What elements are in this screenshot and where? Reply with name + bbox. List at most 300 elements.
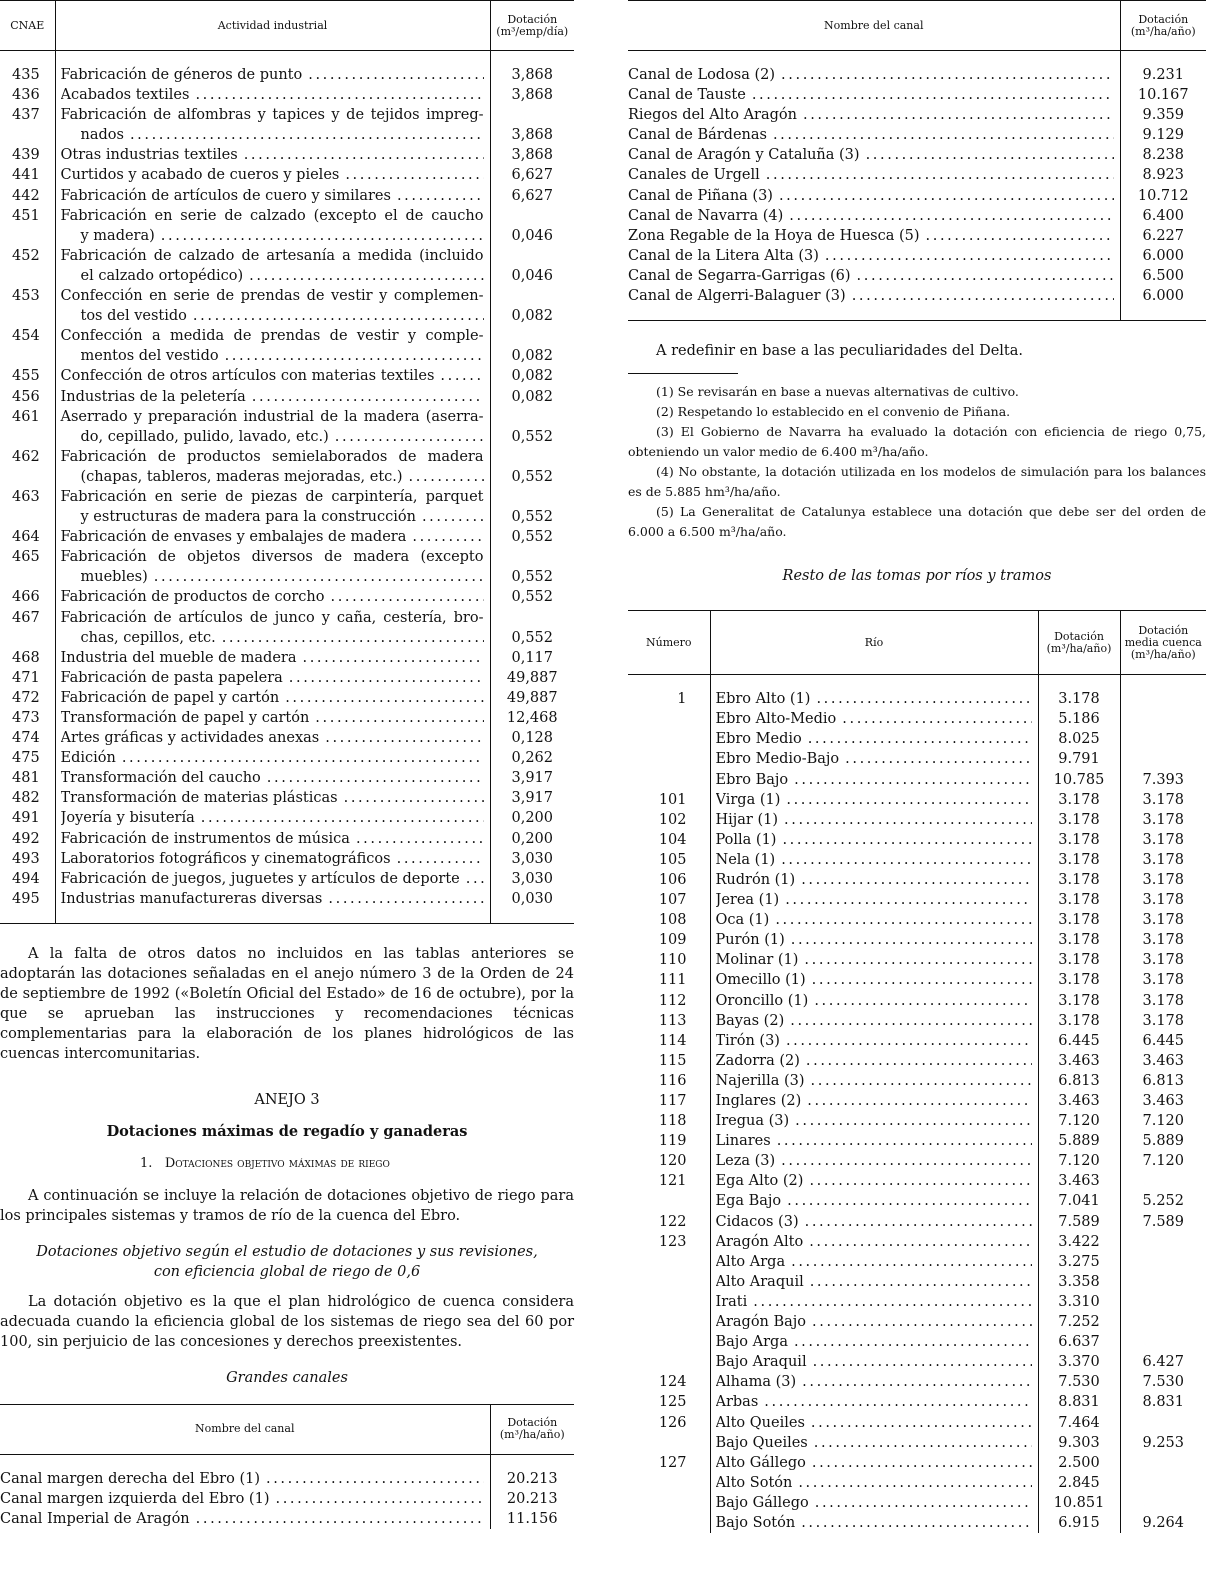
dot-leader — [315, 708, 483, 728]
activity-cell — [55, 206, 490, 246]
label-text: Canal margen derecha del Ebro (1) — [0, 1470, 260, 1487]
dotted-label — [61, 306, 484, 326]
dotted-label — [61, 346, 484, 366]
rio-dotacion-media: 8.831 — [1120, 1392, 1206, 1412]
label-text: Zona Regable de la Hoya de Huesca (5) — [628, 227, 920, 244]
dotacion-value: 0,046 — [490, 246, 574, 286]
activity-cell — [55, 608, 490, 648]
dotacion-value: 0,128 — [490, 728, 574, 748]
rio-number — [628, 1292, 710, 1312]
footnotes — [628, 382, 1206, 542]
activity-cell — [55, 688, 490, 708]
table-row — [628, 145, 1206, 165]
activity-line: Fabricación de productos semielaborados de madera — [60, 448, 484, 465]
table-row — [628, 1272, 1206, 1292]
canal-dotacion: 6.000 — [1120, 286, 1206, 306]
activity-cell — [55, 748, 490, 768]
rio-dotacion-media — [1120, 1473, 1206, 1493]
rio-number — [628, 1513, 710, 1533]
rio-name-cell — [710, 749, 1038, 769]
label-text: Ega Alto (2) — [715, 1173, 804, 1190]
label-text: el calzado ortopédico) — [80, 267, 244, 284]
rio-number: 114 — [658, 1032, 687, 1049]
dotted-label — [716, 970, 1032, 990]
label-text: Leza (3) — [715, 1153, 776, 1170]
rio-dotacion: 3.178 — [1038, 790, 1120, 810]
table-row — [628, 226, 1206, 246]
activity-line: Confección en serie de prendas de vestir y complemen- — [60, 288, 484, 305]
rio-name-cell — [710, 729, 1038, 749]
cnae-code: 494 — [12, 870, 40, 887]
dot-leader — [791, 1252, 1031, 1272]
spacer-row — [628, 51, 1206, 66]
label-text: Alhama (3) — [715, 1374, 797, 1391]
label-text: Canales de Urgell — [628, 167, 760, 184]
rio-number: 126 — [658, 1414, 687, 1431]
table-row — [628, 1392, 1206, 1412]
dotted-label — [716, 709, 1032, 729]
table-row — [628, 930, 1206, 950]
table-row — [628, 790, 1206, 810]
dotted-label — [61, 467, 484, 487]
table-row — [628, 1091, 1206, 1111]
cnae-header-activity: Actividad industrial — [55, 1, 490, 51]
dot-leader — [266, 1469, 484, 1489]
table-row — [0, 849, 574, 869]
label-text: Curtidos y acabado de cueros y pieles — [60, 167, 340, 184]
dot-leader — [244, 145, 484, 165]
label-text: Alto Arga — [715, 1253, 786, 1270]
dot-leader — [285, 688, 483, 708]
dotted-label — [716, 1352, 1032, 1372]
cnae-code: 442 — [12, 187, 40, 204]
label-text: Alto Sotón — [715, 1474, 793, 1491]
dotted-label — [716, 1111, 1032, 1131]
rio-dotacion-media: 9.253 — [1120, 1433, 1206, 1453]
rio-dotacion: 9.303 — [1038, 1433, 1120, 1453]
canal-name-cell — [628, 286, 1120, 306]
dotted-label — [61, 708, 484, 728]
dot-leader — [803, 105, 1114, 125]
label-text: Canal de Segarra-Garrigas (6) — [628, 267, 851, 284]
right-column — [628, 0, 1206, 1533]
dotacion-value: 0,552 — [490, 407, 574, 447]
rio-number — [628, 749, 710, 769]
canal-dotacion: 9.359 — [1120, 105, 1206, 125]
rio-dotacion: 8.025 — [1038, 729, 1120, 749]
rio-number: 121 — [658, 1173, 687, 1190]
dotted-label — [716, 1312, 1032, 1332]
table-row — [628, 1171, 1206, 1191]
label-text: Zadorra (2) — [715, 1052, 800, 1069]
dotacion-value: 3,868 — [490, 105, 574, 145]
canal-name-cell — [0, 1469, 490, 1489]
cnae-code: 482 — [12, 790, 40, 807]
label-text: y estructuras de madera para la construcción — [80, 509, 416, 526]
activity-cell — [55, 246, 490, 286]
dot-leader — [397, 186, 484, 206]
label-text: Aragón Bajo — [715, 1314, 807, 1331]
dot-leader — [195, 85, 483, 105]
table-row — [0, 286, 574, 326]
grandes-canales-title: Grandes canales — [226, 1369, 348, 1386]
label-text: Transformación de papel y cartón — [60, 710, 310, 726]
label-text: Canal de Lodosa (2) — [628, 67, 776, 83]
rio-dotacion-media: 7.393 — [1120, 770, 1206, 790]
rio-dotacion: 3.178 — [1038, 870, 1120, 890]
cnae-code: 466 — [12, 589, 40, 606]
cnae-code: 465 — [12, 549, 40, 566]
rio-name-cell — [710, 1513, 1038, 1533]
label-text: Purón (1) — [715, 932, 785, 949]
rio-dotacion: 3.178 — [1038, 1011, 1120, 1031]
rio-dotacion-media: 3.178 — [1120, 790, 1206, 810]
rio-name-cell — [710, 1212, 1038, 1232]
table-row — [0, 668, 574, 688]
rio-dotacion-media: 3.178 — [1120, 1011, 1206, 1031]
dot-leader — [193, 306, 484, 326]
dotacion-value: 6,627 — [490, 186, 574, 206]
table-row — [628, 85, 1206, 105]
dotacion-value: 0,082 — [490, 286, 574, 326]
label-text: Canal de Algerri-Balaguer (3) — [628, 288, 846, 305]
rio-dotacion: 3.463 — [1038, 1051, 1120, 1071]
rio-dotacion-media: 3.463 — [1120, 1091, 1206, 1111]
dot-leader — [785, 890, 1031, 910]
dotted-label — [61, 829, 484, 849]
label-text: nados — [80, 127, 124, 144]
dotted-label — [716, 1232, 1032, 1252]
dot-leader — [810, 1272, 1032, 1292]
activity-cell — [55, 447, 490, 487]
cnae-header-dotacion: Dotación (m³/emp/día) — [490, 1, 574, 51]
dot-leader — [807, 1091, 1031, 1111]
table-row — [0, 587, 574, 607]
spacer-row — [628, 675, 1206, 690]
table-row — [0, 808, 574, 828]
dot-leader — [813, 1352, 1032, 1372]
rio-number: 111 — [658, 972, 687, 989]
dotted-label — [716, 991, 1032, 1011]
cnae-code: 455 — [12, 368, 40, 385]
label-text: Fabricación de envases y embalajes de madera — [60, 529, 407, 546]
rio-dotacion: 7.120 — [1038, 1111, 1120, 1131]
dot-leader — [275, 1489, 483, 1509]
dot-leader — [787, 1191, 1031, 1211]
table-row — [628, 970, 1206, 990]
rio-number: 118 — [658, 1113, 687, 1130]
rio-name-cell — [710, 1392, 1038, 1412]
canal-name-cell — [628, 226, 1120, 246]
rio-number — [628, 1473, 710, 1493]
dotted-label — [716, 1191, 1032, 1211]
cnae-code: 436 — [12, 87, 40, 104]
dotacion-value: 49,887 — [490, 668, 574, 688]
rio-dotacion-media: 3.178 — [1120, 810, 1206, 830]
dotted-label — [716, 1071, 1032, 1091]
dot-leader — [811, 1413, 1032, 1433]
dot-leader — [812, 1453, 1032, 1473]
footnote: (2) Respetando lo establecido en el convenio de Piñana. — [656, 404, 1011, 420]
rio-name-cell — [710, 1031, 1038, 1051]
rio-dotacion: 3.178 — [1038, 689, 1120, 709]
cnae-code: 454 — [12, 328, 40, 345]
rio-dotacion: 3.178 — [1038, 970, 1120, 990]
dotted-label — [628, 65, 1114, 85]
cnae-code: 462 — [12, 448, 40, 465]
rio-dotacion: 2.845 — [1038, 1473, 1120, 1493]
cnae-code: 473 — [12, 710, 40, 726]
label-text: chas, cepillos, etc. — [80, 629, 216, 646]
label-text: Molinar (1) — [715, 952, 799, 969]
label-text: Confección de otros artículos con materias textiles — [60, 368, 435, 385]
rio-number: 124 — [658, 1374, 687, 1391]
rio-name-cell — [710, 790, 1038, 810]
rios-table — [628, 610, 1206, 1533]
activity-line: Confección a medida de prendas de vestir y comple- — [60, 328, 484, 345]
label-text: Inglares (2) — [715, 1093, 802, 1109]
dotted-label — [716, 1031, 1032, 1051]
rio-dotacion-media — [1120, 1272, 1206, 1292]
label-text: Fabricación de pasta papelera — [60, 669, 283, 686]
table-row — [0, 889, 574, 909]
table-row — [628, 1232, 1206, 1252]
dotted-label — [61, 628, 484, 648]
label-text: Ebro Bajo — [715, 771, 789, 788]
table-row — [628, 1011, 1206, 1031]
table-row — [0, 608, 574, 648]
dotted-label — [716, 1473, 1032, 1493]
dotted-label — [716, 1131, 1032, 1151]
table-row — [0, 648, 574, 668]
table-row — [0, 688, 574, 708]
table-row — [628, 830, 1206, 850]
table-row — [0, 829, 574, 849]
spacer-row — [0, 1454, 574, 1469]
dotted-label — [0, 1489, 484, 1509]
rio-dotacion-media — [1120, 709, 1206, 729]
rio-number: 116 — [658, 1072, 687, 1089]
cnae-code: 471 — [12, 669, 40, 686]
dot-leader — [786, 1031, 1032, 1051]
table-row — [0, 206, 574, 246]
delta-note: A redefinir en base a las peculiaridades del Delta. — [656, 343, 1024, 360]
dotted-label — [61, 648, 484, 668]
rio-dotacion: 3.310 — [1038, 1292, 1120, 1312]
table-row — [628, 1111, 1206, 1131]
dotted-label — [716, 1051, 1032, 1071]
table-row — [0, 326, 574, 366]
rio-name-cell — [710, 1071, 1038, 1091]
dotted-label — [628, 286, 1114, 306]
dotacion-value: 0,082 — [490, 326, 574, 366]
rio-number — [628, 1191, 710, 1211]
activity-line: Fabricación en serie de calzado (excepto el de caucho — [60, 207, 484, 224]
canal-dotacion: 8.923 — [1120, 165, 1206, 185]
rio-dotacion-media — [1120, 749, 1206, 769]
dotted-label — [716, 850, 1032, 870]
rio-dotacion-media: 6.813 — [1120, 1071, 1206, 1091]
rio-dotacion: 3.178 — [1038, 850, 1120, 870]
table-row — [628, 186, 1206, 206]
label-text: Omecillo (1) — [715, 972, 806, 989]
dot-leader — [781, 1151, 1031, 1171]
label-text: Transformación de materias plásticas — [60, 790, 338, 807]
dotted-label — [61, 768, 484, 788]
table-row — [628, 1131, 1206, 1151]
grandes-canales-table-left — [0, 1404, 574, 1529]
dot-leader — [130, 125, 484, 145]
label-text: Alto Gállego — [715, 1454, 806, 1471]
dotted-label — [628, 125, 1114, 145]
dotted-label — [628, 266, 1114, 286]
canales-header-dotacion: Dotación (m³/ha/año) — [490, 1404, 574, 1454]
rio-dotacion: 9.791 — [1038, 749, 1120, 769]
dot-leader — [356, 829, 484, 849]
label-text: Jerea (1) — [715, 892, 780, 909]
dotted-label — [716, 1493, 1032, 1513]
rio-dotacion-media: 9.264 — [1120, 1513, 1206, 1533]
dotacion-value: 0,552 — [490, 547, 574, 587]
rio-name-cell — [710, 1111, 1038, 1131]
rio-number — [628, 1312, 710, 1332]
rio-name-cell — [710, 970, 1038, 990]
dot-leader — [328, 889, 483, 909]
dotted-label — [61, 849, 484, 869]
label-text: Bajo Sotón — [715, 1514, 796, 1531]
dot-leader — [814, 1433, 1032, 1453]
dotted-label — [716, 1413, 1032, 1433]
dot-leader — [409, 467, 484, 487]
dotted-label — [61, 366, 484, 386]
canal-dotacion: 11.156 — [490, 1509, 574, 1529]
canal-dotacion: 10.167 — [1120, 85, 1206, 105]
table-row — [628, 286, 1206, 306]
activity-line: Aserrado y preparación industrial de la madera (aserra- — [60, 408, 484, 425]
dot-leader — [161, 226, 484, 246]
rio-number: 122 — [658, 1213, 687, 1230]
cnae-code: 435 — [12, 67, 40, 83]
label-text: Rudrón (1) — [715, 871, 796, 888]
rio-number: 1 — [677, 691, 687, 708]
label-text: Canal de Aragón y Cataluña (3) — [628, 147, 860, 164]
activity-cell — [55, 145, 490, 165]
dotted-label — [716, 1453, 1032, 1473]
rio-name-cell — [710, 1352, 1038, 1372]
label-text: Acabados textiles — [60, 87, 190, 104]
dot-leader — [777, 1131, 1032, 1151]
dotted-label — [716, 1252, 1032, 1272]
rio-dotacion-media: 3.178 — [1120, 991, 1206, 1011]
label-text: Linares — [715, 1133, 771, 1150]
dot-leader — [801, 870, 1031, 890]
rio-name-cell — [710, 770, 1038, 790]
canal-name-cell — [628, 85, 1120, 105]
dot-leader — [825, 246, 1114, 266]
rio-dotacion-media — [1120, 1171, 1206, 1191]
table-row — [628, 770, 1206, 790]
rio-name-cell — [710, 1453, 1038, 1473]
rio-number — [628, 709, 710, 729]
dotacion-value: 0,030 — [490, 889, 574, 909]
table-row — [0, 366, 574, 386]
dot-leader — [811, 1071, 1032, 1091]
rio-number: 107 — [658, 892, 687, 909]
rios-header-dotacion: Dotación (m³/ha/año) — [1038, 611, 1120, 675]
table-row — [628, 1212, 1206, 1232]
rio-dotacion: 3.178 — [1038, 991, 1120, 1011]
dotted-label — [716, 1091, 1032, 1111]
rio-name-cell — [710, 1131, 1038, 1151]
dot-leader — [225, 346, 484, 366]
label-text: Oca (1) — [715, 912, 770, 929]
label-text: Bajo Arga — [715, 1334, 788, 1351]
label-text: Fabricación de instrumentos de música — [60, 830, 350, 847]
activity-cell — [55, 527, 490, 547]
activity-cell — [55, 286, 490, 326]
activity-cell — [55, 366, 490, 386]
table-row — [0, 788, 574, 808]
label-text: Bajo Queiles — [715, 1434, 808, 1451]
footnote: (5) La Generalitat de Catalunya establece una dotación que debe ser del orden de 6.000 a 6.500 m³/ha/año. — [628, 504, 1206, 540]
para-continuacion: A continuación se incluye la relación de dotaciones objetivo de riego para los principales sistemas y tramos de río de la cuenca del Ebro. — [0, 1187, 574, 1224]
rio-dotacion-media — [1120, 1493, 1206, 1513]
dotacion-value: 0,082 — [490, 366, 574, 386]
cnae-code: 464 — [12, 529, 40, 546]
rio-dotacion: 7.530 — [1038, 1372, 1120, 1392]
rio-number: 104 — [658, 831, 687, 848]
rio-number: 102 — [658, 811, 687, 828]
dotted-label — [716, 1011, 1032, 1031]
table-row — [628, 1252, 1206, 1272]
table-row — [0, 547, 574, 587]
rio-dotacion-media: 3.178 — [1120, 830, 1206, 850]
activity-line: Fabricación de objetos diversos de madera (excepto — [60, 549, 484, 566]
canal-name-cell — [628, 145, 1120, 165]
dot-leader — [764, 1392, 1031, 1412]
label-text: Canal margen izquierda del Ebro (1) — [0, 1491, 270, 1508]
rio-number: 115 — [658, 1052, 687, 1069]
table-row — [628, 709, 1206, 729]
dot-leader — [809, 1171, 1031, 1191]
dotted-label — [61, 266, 484, 286]
table-row — [628, 950, 1206, 970]
canal-dotacion: 20.213 — [490, 1489, 574, 1509]
activity-cell — [55, 387, 490, 407]
rio-number: 125 — [658, 1394, 687, 1411]
rio-dotacion: 3.178 — [1038, 910, 1120, 930]
label-text: Canal de Bárdenas — [628, 127, 767, 144]
dot-leader — [852, 286, 1114, 306]
activity-cell — [55, 487, 490, 527]
dot-leader — [926, 226, 1114, 246]
rio-dotacion-media: 7.530 — [1120, 1372, 1206, 1392]
dotted-label — [716, 1392, 1032, 1412]
cnae-code: 467 — [12, 609, 40, 626]
dotted-label — [716, 1171, 1032, 1191]
canal-dotacion: 9.129 — [1120, 125, 1206, 145]
rio-dotacion: 10.851 — [1038, 1493, 1120, 1513]
canal-dotacion: 6.000 — [1120, 246, 1206, 266]
dot-leader — [249, 266, 483, 286]
rio-number: 117 — [658, 1093, 687, 1109]
rio-name-cell — [710, 1433, 1038, 1453]
label-text: Fabricación de artículos de cuero y similares — [60, 187, 391, 204]
dot-leader — [866, 145, 1114, 165]
rio-name-cell — [710, 1312, 1038, 1332]
label-text: Virga (1) — [715, 791, 781, 808]
dot-leader — [790, 1011, 1031, 1031]
